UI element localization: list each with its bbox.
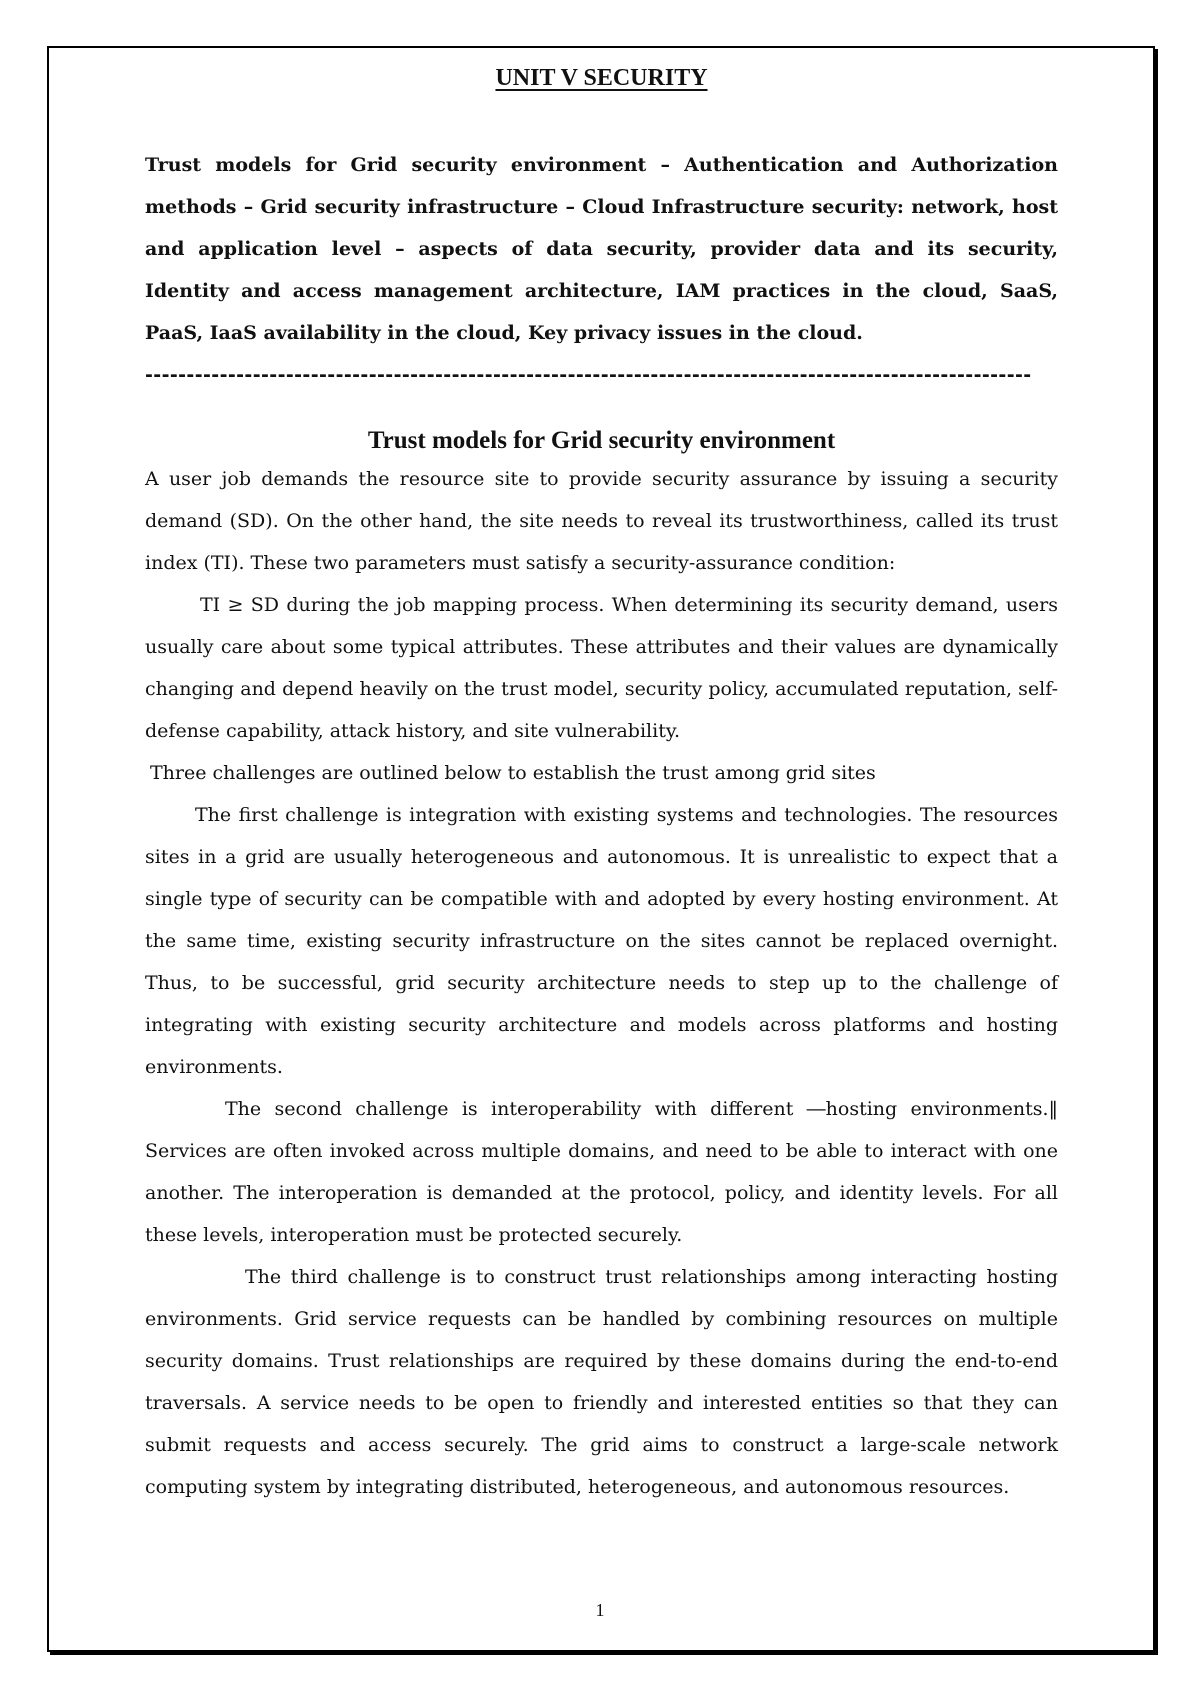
paragraph-third-challenge: The third challenge is to construct trust relationships among interacting hosting environments. Grid service requests can be handled by combining resources on multiple security domains. Trust relationships are required by these domains during the end-to-end traversals. A service needs to be open to friendly and interested entities so that they can submit requests and access securely. The grid aims to construct a large-scale network computing system by integrating distributed, heterogeneous, and autonomous resources. bbox=[145, 1266, 1058, 1498]
syllabus-summary: Trust models for Grid security environment – Authentication and Authorization methods – Grid security infrastructure – Cloud Infrastructure security: network, host and application level – aspects of data security, provider data and its security, Identity and access management architecture, IAM practices in the cloud, SaaS, PaaS, IaaS availability in the cloud, Key privacy issues in the cloud. bbox=[145, 154, 1058, 344]
page-number: 1 bbox=[595, 1600, 605, 1620]
paragraph-security-demand: A user job demands the resource site to provide security assurance by issuing a security demand (SD). On the other hand, the site needs to reveal its trustworthiness, called its trust index (TI). These two parameters must satisfy a security-assurance condition: bbox=[145, 468, 1058, 574]
document-body bbox=[145, 62, 1058, 1508]
paragraph-trust-index-condition: TI ≥ SD during the job mapping process. When determining its security demand, users usually care about some typical attributes. These attributes and their values are dynamically changing and depend heavily on the trust model, security policy, accumulated reputation, self-defense capability, attack history, and site vulnerability. bbox=[145, 594, 1058, 742]
paragraph-second-challenge: The second challenge is interoperability with different ―hosting environments.‖ Services are often invoked across multiple domains, and need to be able to interact with one another. The interoperation is demanded at the protocol, policy, and identity levels. For all these levels, interoperation must be protected securely. bbox=[145, 1098, 1058, 1246]
paragraph-first-challenge: The first challenge is integration with existing systems and technologies. The resources sites in a grid are usually heterogeneous and autonomous. It is unrealistic to expect that a single type of security can be compatible with and adopted by every hosting environment. At the same time, existing security infrastructure on the sites cannot be replaced overnight. Thus, to be successful, grid security architecture needs to step up to the challenge of integrating with existing security architecture and models across platforms and hosting environments. bbox=[145, 804, 1058, 1078]
paragraph-challenges-intro: Three challenges are outlined below to establish the trust among grid sites bbox=[150, 762, 876, 784]
separator-line: ----------------------------------------------------------------------------------------------------------- bbox=[145, 364, 1032, 386]
unit-title: UNIT V SECURITY bbox=[495, 65, 708, 91]
section-heading: Trust models for Grid security environment bbox=[367, 427, 836, 454]
